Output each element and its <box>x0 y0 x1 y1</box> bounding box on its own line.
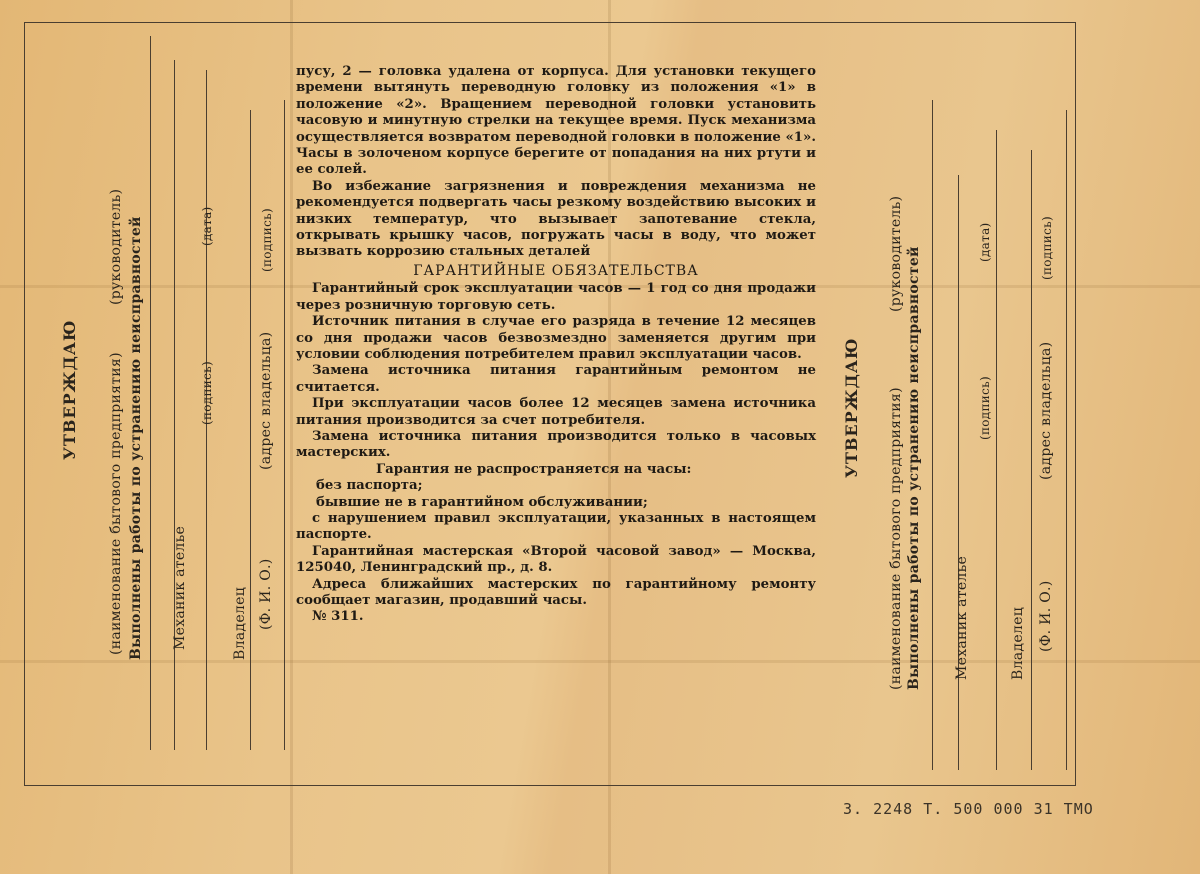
left-fio: (Ф. И. О.) <box>258 558 274 630</box>
left-signature: (подпись) <box>200 361 214 425</box>
right-signature: (подпись) <box>978 376 992 440</box>
list-item-2: бывшие не в гарантийном обслуживании; <box>316 494 648 510</box>
right-mechanic: Механик ателье <box>954 555 970 680</box>
center-text <box>296 64 816 626</box>
paragraph-4: Источник питания в случае его разряда в течение 12 месяцев со дня продажи часов безвозмездно заменяется другим при условии соблюдения потребителем правил эксплуатации часов. <box>296 314 816 362</box>
paragraph-1: пусу, 2 — головка удалена от корпуса. Для установки текущего времени вытянуть переводную головку из положения «1» в положение «2». Вращением переводной головки установить часовую и минутную стрелки на текущее время. Пуск механизма осуществляется возвратом переводной головки в положение «1». Часы в золоченом корпусе берегите от попадания на них ртути и ее солей. <box>296 64 816 178</box>
left-approve-title: УТВЕРЖДАЮ <box>60 319 79 460</box>
paragraph-6: При эксплуатации часов более 12 месяцев замена источника питания производится за счет потребителя. <box>296 396 816 428</box>
left-work-done: Выполнены работы по устранению неисправностей <box>128 216 144 660</box>
paragraph-7: Замена источника питания производится только в часовых мастерских. <box>296 428 816 461</box>
paragraph-9: Гарантийная мастерская «Второй часовой завод» — Москва, 125040, Ленинградский пр., д. 8. <box>296 543 816 576</box>
paragraph-3: Гарантийный срок эксплуатации часов — 1 год со дня продажи через розничную торговую сеть. <box>296 281 816 313</box>
right-owner: Владелец <box>1010 606 1026 680</box>
right-org-name: (наименование бытового предприятия) <box>888 387 904 690</box>
print-code: З. 2248 Т. 500 000 31 ТМО <box>843 800 1094 818</box>
paragraph-2: Во избежание загрязнения и повреждения механизма не рекомендуется подвергать часы резкому воздействию высоких и низких температур, что вызывает запотевание стекла, открывать крышку часов, погружать часы в воду, что может вызвать коррозию стальных деталей <box>296 178 816 260</box>
left-head-label: (руководитель) <box>108 188 124 305</box>
right-head-label: (руководитель) <box>888 195 904 312</box>
left-date: (дата) <box>200 206 214 246</box>
left-owner-signature: (подпись) <box>260 208 274 272</box>
left-org-name: (наименование бытового предприятия) <box>108 352 124 655</box>
passport-number: № 311. <box>312 609 364 625</box>
left-owner: Владелец <box>232 586 248 660</box>
right-approve-title: УТВЕРЖДАЮ <box>842 337 861 478</box>
paragraph-10: Адреса ближайших мастерских по гарантийному ремонту сообщает магазин, продавший часы. <box>296 576 816 608</box>
warranty-heading: ГАРАНТИЙНЫЕ ОБЯЗАТЕЛЬСТВА <box>413 262 699 279</box>
paragraph-5: Замена источника питания гарантийным ремонтом не считается. <box>296 363 816 395</box>
left-owner-address: (адрес владельца) <box>258 331 274 470</box>
right-owner-signature: (подпись) <box>1040 216 1054 280</box>
left-mechanic: Механик ателье <box>172 525 188 650</box>
right-owner-address: (адрес владельца) <box>1038 341 1054 480</box>
right-date: (дата) <box>978 222 992 262</box>
right-fio: (Ф. И. О.) <box>1038 580 1054 652</box>
list-item-3: с нарушением правил эксплуатации, указанных в настоящем паспорте. <box>296 510 816 543</box>
list-item-1: без паспорта; <box>316 478 423 494</box>
paragraph-8: Гарантия не распространяется на часы: <box>376 461 692 477</box>
right-work-done: Выполнены работы по устранению неисправностей <box>906 246 922 690</box>
